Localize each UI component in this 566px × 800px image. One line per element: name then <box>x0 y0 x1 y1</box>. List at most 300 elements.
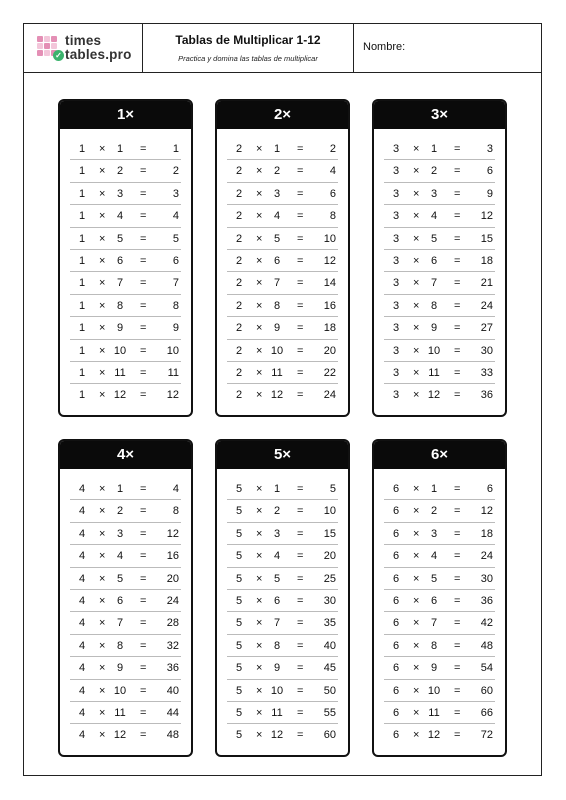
product: 28 <box>166 617 179 630</box>
times-sign: × <box>256 232 263 245</box>
table-row <box>384 612 495 634</box>
factor: 1 <box>79 344 86 357</box>
times-sign: × <box>256 572 263 585</box>
times-sign: × <box>413 254 420 267</box>
times-sign: × <box>413 165 420 178</box>
table-row <box>70 724 181 746</box>
factor: 6 <box>393 505 400 518</box>
times-sign: × <box>413 729 420 742</box>
times-sign: × <box>256 505 263 518</box>
equals-sign: = <box>140 483 147 495</box>
equals-sign: = <box>297 277 304 290</box>
times-sign: × <box>99 165 106 178</box>
equals-sign: = <box>140 143 147 155</box>
product: 8 <box>329 210 336 223</box>
table-row <box>384 545 495 567</box>
times-sign: × <box>413 366 420 379</box>
multiplier: 12 <box>113 729 127 742</box>
equals-sign: = <box>140 299 147 312</box>
table-row <box>384 205 495 227</box>
multiplier: 11 <box>271 706 283 719</box>
table-row <box>384 568 495 590</box>
equals-sign: = <box>140 572 147 585</box>
times-sign: × <box>256 662 263 675</box>
equals-sign: = <box>454 389 461 402</box>
times-sign: × <box>256 165 263 178</box>
factor: 2 <box>236 322 243 335</box>
factor: 2 <box>236 389 243 402</box>
multiplier: 8 <box>273 639 281 652</box>
times-sign: × <box>99 277 106 290</box>
multiplier: 3 <box>273 527 281 540</box>
table-rows <box>227 478 338 747</box>
table-row <box>227 205 338 227</box>
table-rows <box>384 478 495 747</box>
product: 8 <box>172 299 179 312</box>
table-row <box>384 160 495 182</box>
factor: 1 <box>79 389 86 402</box>
product: 66 <box>480 706 493 719</box>
multiplier: 2 <box>273 165 281 178</box>
product: 27 <box>480 322 493 335</box>
equals-sign: = <box>140 684 147 697</box>
multiplier: 12 <box>427 389 441 402</box>
table-card-4 <box>58 439 193 757</box>
table-row <box>227 590 338 612</box>
equals-sign: = <box>140 527 147 540</box>
table-row <box>384 295 495 317</box>
multiplier: 5 <box>273 572 281 585</box>
table-row <box>384 250 495 272</box>
table-row <box>384 500 495 522</box>
multiplier: 9 <box>116 662 124 675</box>
equals-sign: = <box>454 322 461 335</box>
times-sign: × <box>99 366 106 379</box>
factor: 2 <box>236 366 243 379</box>
product: 36 <box>480 389 493 402</box>
product: 5 <box>172 232 179 245</box>
times-sign: × <box>413 617 420 630</box>
product: 3 <box>486 143 493 155</box>
equals-sign: = <box>297 366 304 379</box>
product: 7 <box>172 277 179 290</box>
times-sign: × <box>99 210 106 223</box>
equals-sign: = <box>140 594 147 607</box>
table-card-title: 4× <box>60 441 191 469</box>
product: 25 <box>323 572 336 585</box>
multiplier: 12 <box>427 729 441 742</box>
multiplier: 4 <box>430 550 438 563</box>
equals-sign: = <box>454 662 461 675</box>
equals-sign: = <box>297 322 304 335</box>
table-row <box>384 272 495 294</box>
table-card-title: 5× <box>217 441 348 469</box>
table-card-1 <box>58 99 193 417</box>
multiplier: 5 <box>430 232 438 245</box>
times-sign: × <box>413 483 420 495</box>
table-row <box>227 340 338 362</box>
factor: 6 <box>393 729 400 742</box>
table-row <box>70 250 181 272</box>
factor: 2 <box>236 277 243 290</box>
product: 14 <box>323 277 336 290</box>
table-card-6 <box>372 439 507 757</box>
factor: 1 <box>79 210 86 223</box>
equals-sign: = <box>140 232 147 245</box>
factor: 4 <box>79 572 86 585</box>
equals-sign: = <box>454 254 461 267</box>
times-sign: × <box>256 322 263 335</box>
times-sign: × <box>256 143 263 155</box>
factor: 5 <box>236 729 243 742</box>
product: 33 <box>480 366 493 379</box>
multiplier: 7 <box>116 617 124 630</box>
factor: 2 <box>236 143 243 155</box>
times-sign: × <box>256 594 263 607</box>
factor: 5 <box>236 483 243 495</box>
product: 40 <box>166 684 179 697</box>
product: 6 <box>172 254 179 267</box>
factor: 4 <box>79 550 86 563</box>
table-row <box>70 478 181 500</box>
multiplier: 4 <box>430 210 438 223</box>
table-row <box>70 568 181 590</box>
times-sign: × <box>256 389 263 402</box>
multiplier: 9 <box>273 322 281 335</box>
table-row <box>384 228 495 250</box>
times-sign: × <box>413 143 420 155</box>
times-sign: × <box>256 639 263 652</box>
table-row <box>227 680 338 702</box>
multiplier: 7 <box>273 277 281 290</box>
product: 12 <box>323 254 336 267</box>
product: 18 <box>480 254 493 267</box>
multiplier: 8 <box>273 299 281 312</box>
equals-sign: = <box>297 662 304 675</box>
multiplier: 4 <box>273 550 281 563</box>
multiplier: 9 <box>430 662 438 675</box>
times-sign: × <box>256 344 263 357</box>
times-sign: × <box>99 505 106 518</box>
equals-sign: = <box>454 187 461 200</box>
product: 20 <box>166 572 179 585</box>
table-card-2 <box>215 99 350 417</box>
product: 40 <box>323 639 336 652</box>
factor: 4 <box>79 639 86 652</box>
name-field[interactable] <box>354 24 541 72</box>
table-row <box>227 317 338 339</box>
multiplier: 6 <box>430 594 438 607</box>
factor: 4 <box>79 505 86 518</box>
product: 16 <box>323 299 336 312</box>
title-block <box>143 24 354 72</box>
worksheet-header <box>24 24 541 73</box>
table-row <box>70 228 181 250</box>
factor: 3 <box>393 143 400 155</box>
equals-sign: = <box>297 594 304 607</box>
times-sign: × <box>413 322 420 335</box>
equals-sign: = <box>454 729 461 742</box>
factor: 3 <box>393 366 400 379</box>
factor: 5 <box>236 662 243 675</box>
table-row <box>384 317 495 339</box>
multiplier: 3 <box>430 187 438 200</box>
multiplier: 6 <box>273 594 281 607</box>
factor: 4 <box>79 662 86 675</box>
factor: 5 <box>236 527 243 540</box>
factor: 2 <box>236 254 243 267</box>
product: 18 <box>480 527 493 540</box>
times-sign: × <box>413 210 420 223</box>
table-row <box>384 138 495 160</box>
times-sign: × <box>99 729 106 742</box>
multiplier: 6 <box>116 594 124 607</box>
product: 35 <box>323 617 336 630</box>
factor: 3 <box>393 254 400 267</box>
product: 20 <box>323 550 336 563</box>
multiplier: 2 <box>430 165 438 178</box>
table-row <box>70 590 181 612</box>
times-sign: × <box>99 322 106 335</box>
multiplier: 3 <box>430 527 438 540</box>
times-sign: × <box>99 299 106 312</box>
factor: 4 <box>79 617 86 630</box>
times-sign: × <box>99 617 106 630</box>
product: 6 <box>329 187 336 200</box>
table-row <box>227 295 338 317</box>
table-row <box>227 250 338 272</box>
product: 55 <box>323 706 336 719</box>
times-sign: × <box>99 662 106 675</box>
table-row <box>70 523 181 545</box>
product: 72 <box>480 729 493 742</box>
multiplier: 6 <box>273 254 281 267</box>
multiplier: 6 <box>430 254 438 267</box>
product: 2 <box>329 143 336 155</box>
times-sign: × <box>413 277 420 290</box>
times-sign: × <box>256 277 263 290</box>
product: 2 <box>172 165 179 178</box>
multiplier: 10 <box>113 344 127 357</box>
table-row <box>227 523 338 545</box>
table-row <box>384 478 495 500</box>
equals-sign: = <box>140 550 147 563</box>
table-row <box>384 680 495 702</box>
multiplier: 2 <box>273 505 281 518</box>
multiplier: 4 <box>116 210 124 223</box>
table-row <box>227 657 338 679</box>
product: 12 <box>480 210 493 223</box>
times-sign: × <box>99 684 106 697</box>
times-sign: × <box>99 344 106 357</box>
equals-sign: = <box>140 505 147 518</box>
multiplier: 3 <box>273 187 281 200</box>
times-sign: × <box>256 366 263 379</box>
factor: 5 <box>236 550 243 563</box>
table-row <box>384 183 495 205</box>
factor: 5 <box>236 572 243 585</box>
equals-sign: = <box>454 706 461 719</box>
multiplier: 1 <box>116 143 124 155</box>
factor: 6 <box>393 617 400 630</box>
times-sign: × <box>413 550 420 563</box>
table-row <box>227 183 338 205</box>
factor: 1 <box>79 165 86 178</box>
factor: 5 <box>236 594 243 607</box>
table-row <box>384 724 495 746</box>
equals-sign: = <box>297 483 304 495</box>
equals-sign: = <box>297 505 304 518</box>
equals-sign: = <box>454 210 461 223</box>
table-row <box>70 340 181 362</box>
multiplier: 10 <box>427 684 441 697</box>
multiplier: 7 <box>273 617 281 630</box>
table-row <box>227 568 338 590</box>
multiplier: 10 <box>113 684 127 697</box>
product: 18 <box>323 322 336 335</box>
product: 50 <box>323 684 336 697</box>
product: 4 <box>329 165 336 178</box>
equals-sign: = <box>140 617 147 630</box>
multiplier: 10 <box>427 344 441 357</box>
multiplier: 11 <box>428 366 440 379</box>
product: 54 <box>480 662 493 675</box>
factor: 3 <box>393 344 400 357</box>
product: 21 <box>480 277 493 290</box>
multiplier: 7 <box>430 617 438 630</box>
table-card-title: 6× <box>374 441 505 469</box>
multiplier: 9 <box>116 322 124 335</box>
table-row <box>384 384 495 406</box>
factor: 4 <box>79 706 86 719</box>
table-row <box>227 500 338 522</box>
equals-sign: = <box>454 505 461 518</box>
table-row <box>384 702 495 724</box>
table-row <box>384 635 495 657</box>
table-row <box>70 362 181 384</box>
product: 32 <box>166 639 179 652</box>
multiplier: 4 <box>273 210 281 223</box>
equals-sign: = <box>454 344 461 357</box>
equals-sign: = <box>454 483 461 495</box>
factor: 6 <box>393 662 400 675</box>
equals-sign: = <box>297 572 304 585</box>
logo-line-2: tables.pro <box>65 47 132 62</box>
equals-sign: = <box>454 617 461 630</box>
multiplier: 1 <box>430 483 438 495</box>
multiplier: 4 <box>116 550 124 563</box>
factor: 5 <box>236 639 243 652</box>
equals-sign: = <box>454 550 461 563</box>
equals-sign: = <box>140 729 147 742</box>
equals-sign: = <box>140 344 147 357</box>
product: 9 <box>486 187 493 200</box>
product: 24 <box>480 550 493 563</box>
page-subtitle: Practica y domina las tablas de multiplicar <box>178 54 318 63</box>
times-sign: × <box>99 639 106 652</box>
equals-sign: = <box>297 706 304 719</box>
equals-sign: = <box>297 550 304 563</box>
table-card-title: 2× <box>217 101 348 129</box>
table-row <box>70 680 181 702</box>
multiplier: 5 <box>273 232 281 245</box>
equals-sign: = <box>140 210 147 223</box>
table-row <box>227 138 338 160</box>
factor: 3 <box>393 389 400 402</box>
product: 9 <box>172 322 179 335</box>
factor: 1 <box>79 322 86 335</box>
times-sign: × <box>413 594 420 607</box>
times-sign: × <box>99 187 106 200</box>
product: 5 <box>329 483 336 495</box>
equals-sign: = <box>454 527 461 540</box>
factor: 1 <box>79 254 86 267</box>
table-row <box>227 724 338 746</box>
product: 3 <box>172 187 179 200</box>
factor: 2 <box>236 165 243 178</box>
equals-sign: = <box>140 187 147 200</box>
product: 36 <box>480 594 493 607</box>
table-row <box>70 384 181 406</box>
times-sign: × <box>256 299 263 312</box>
multiplier: 5 <box>430 572 438 585</box>
table-row <box>70 545 181 567</box>
times-sign: × <box>256 729 263 742</box>
factor: 1 <box>79 143 86 155</box>
product: 60 <box>323 729 336 742</box>
equals-sign: = <box>454 232 461 245</box>
product: 15 <box>480 232 493 245</box>
times-sign: × <box>99 594 106 607</box>
product: 10 <box>166 344 179 357</box>
table-card-title: 1× <box>60 101 191 129</box>
times-sign: × <box>256 187 263 200</box>
times-sign: × <box>413 662 420 675</box>
product: 44 <box>166 706 179 719</box>
table-row <box>384 340 495 362</box>
factor: 6 <box>393 706 400 719</box>
equals-sign: = <box>454 366 461 379</box>
factor: 6 <box>393 527 400 540</box>
table-row <box>70 612 181 634</box>
product: 1 <box>172 143 179 155</box>
product: 22 <box>323 366 336 379</box>
multiplier: 11 <box>114 706 126 719</box>
check-icon: ✓ <box>53 50 64 61</box>
equals-sign: = <box>454 639 461 652</box>
table-row <box>227 384 338 406</box>
multiplier: 12 <box>270 729 284 742</box>
multiplier: 12 <box>113 389 127 402</box>
multiplier: 1 <box>273 143 281 155</box>
times-sign: × <box>413 639 420 652</box>
product: 30 <box>480 344 493 357</box>
times-sign: × <box>99 254 106 267</box>
equals-sign: = <box>454 165 461 178</box>
multiplier: 5 <box>116 232 124 245</box>
product: 36 <box>166 662 179 675</box>
multiplier: 11 <box>428 706 440 719</box>
factor: 3 <box>393 165 400 178</box>
factor: 2 <box>236 232 243 245</box>
times-sign: × <box>256 550 263 563</box>
table-row <box>227 478 338 500</box>
worksheet <box>23 23 542 776</box>
factor: 6 <box>393 639 400 652</box>
equals-sign: = <box>140 366 147 379</box>
product: 42 <box>480 617 493 630</box>
table-row <box>227 228 338 250</box>
